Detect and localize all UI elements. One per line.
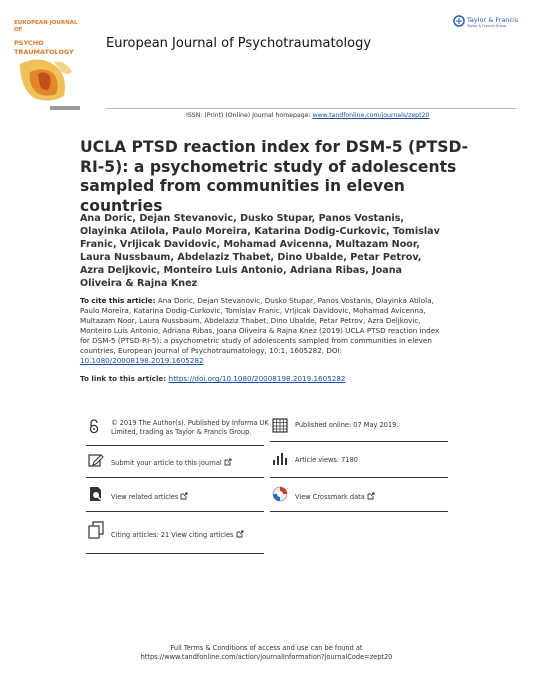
journal-homepage-link[interactable]: www.tandfonline.com/journals/zept20 bbox=[312, 112, 430, 119]
meta-divider-left-4 bbox=[86, 553, 264, 554]
published-date: Published online: 07 May 2019. bbox=[295, 421, 399, 429]
meta-divider-right-3 bbox=[270, 511, 448, 512]
journal-title: European Journal of Psychotraumatology bbox=[106, 36, 372, 51]
external-link-icon bbox=[180, 492, 188, 500]
meta-divider-left-1 bbox=[86, 445, 264, 446]
meta-divider-left-3 bbox=[86, 511, 264, 512]
article-link-block bbox=[80, 374, 450, 383]
cover-title-small: EUROPEAN JOURNAL OF bbox=[14, 20, 78, 33]
calendar-icon bbox=[272, 417, 288, 437]
citation-block bbox=[80, 296, 450, 366]
issn-text: ISSN: (Print) (Online) Journal homepage: bbox=[186, 112, 313, 119]
footer bbox=[80, 644, 453, 662]
header-divider bbox=[106, 108, 516, 109]
submit-article-icon bbox=[88, 452, 104, 471]
article-authors: Ana Doric, Dejan Stevanovic, Dusko Stupar, Panos Vostanis, Olayinka Atilola, Paulo Moreira, Katarina Dodig-Curkovic, Tomislav Franic, Vrljicak Davidovic, Mohamad Avicenna, Multazam Noor, Laura Nussbaum, Abdelaziz Thabet, Dino Ubalde, Petar Petrov, Azra Deljkovic, Monteiro Luis Antonio, Adriana Ribas, Joana Oliveira & Rajna Knez bbox=[80, 213, 440, 289]
external-link-icon bbox=[224, 458, 232, 466]
crossmark-text: View Crossmark data bbox=[295, 493, 365, 501]
citation-doi-link[interactable]: 10.1080/20008198.2019.1605282 bbox=[80, 356, 204, 365]
crossmark-link[interactable] bbox=[295, 492, 375, 502]
article-link-label: To link to this article: bbox=[80, 374, 169, 383]
related-articles-text: View related articles bbox=[111, 493, 179, 501]
issn-line bbox=[186, 112, 429, 119]
license-text: © 2019 The Author(s). Published by Informa UK Limited, trading as Taylor & Francis Group. bbox=[111, 419, 269, 436]
cover-title-line2: TRAUMATOLOGY bbox=[14, 48, 74, 56]
citation-label: To cite this article: bbox=[80, 296, 156, 305]
external-link-icon bbox=[236, 530, 244, 538]
related-articles-link[interactable] bbox=[111, 492, 188, 502]
related-articles-icon bbox=[88, 486, 104, 506]
footer-terms-text: Full Terms & Conditions of access and use can be found at bbox=[170, 644, 363, 652]
external-link-icon bbox=[367, 492, 375, 500]
meta-divider-right-1 bbox=[270, 441, 448, 442]
citing-articles-link[interactable] bbox=[111, 530, 244, 540]
article-doi-link[interactable]: https://doi.org/10.1080/20008198.2019.1605282 bbox=[168, 374, 346, 383]
article-views: Article views: 7180 bbox=[295, 456, 358, 464]
publisher-logo[interactable] bbox=[452, 14, 519, 40]
crossmark-icon bbox=[272, 486, 288, 506]
meta-divider-left-2 bbox=[86, 477, 264, 478]
submit-article-link[interactable] bbox=[111, 458, 232, 468]
journal-cover-image bbox=[10, 14, 84, 112]
article-views-icon bbox=[272, 451, 288, 470]
publisher-logo-subtext: Taylor & Francis Group bbox=[467, 24, 507, 28]
cover-title-line1: PSYCHO bbox=[14, 39, 44, 47]
article-title: UCLA PTSD reaction index for DSM-5 (PTSD-RI-5): a psychometric study of adolescents sampled from communities in eleven countries bbox=[80, 138, 469, 215]
open-access-icon bbox=[88, 418, 100, 438]
submit-article-text: Submit your article to this journal bbox=[111, 459, 222, 467]
citing-articles-text: Citing articles: 21 View citing articles bbox=[111, 531, 234, 539]
footer-terms-link[interactable]: https://www.tandfonline.com/action/journalInformation?journalCode=zept20 bbox=[140, 653, 393, 661]
citing-articles-icon bbox=[88, 521, 104, 543]
cover-art-icon bbox=[10, 14, 84, 112]
citation-text: Ana Doric, Dejan Stevanovic, Dusko Stupar, Panos Vostanis, Olayinka Atilola, Paulo Moreira, Katarina Dodig-Curkovic, Tomislav Franic, Vrljicak Davidovic, Mohamad Avicenna, Multazam Noor, Laura Nussbaum, Abdelaziz Thabet, Dino Ubalde, Petar Petrov, Azra Deljkovic, Monteiro Luis Antonio, Adriana Ribas, Joana Oliveira & Rajna Knez (2019) UCLA PTSD reaction index for DSM-5 (PTSD-RI-5): a psychometric study of adolescents sampled from communities in eleven countries, European Journal of Psychotraumatology, 10:1, 1605282, DOI: bbox=[80, 296, 440, 355]
publisher-logo-text: Taylor & Francis bbox=[467, 16, 519, 24]
meta-divider-right-2 bbox=[270, 477, 448, 478]
